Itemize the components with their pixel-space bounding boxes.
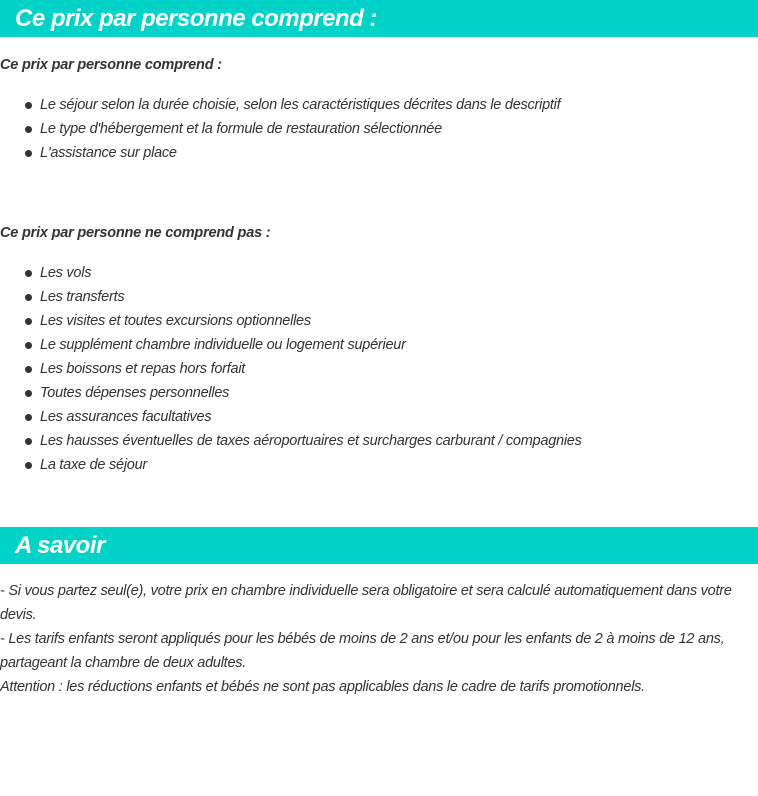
excluded-subtitle: Ce prix par personne ne comprend pas : <box>0 225 271 241</box>
bullet-dot-icon <box>25 342 32 349</box>
excluded-list <box>0 261 582 477</box>
excluded-item-text: Le supplément chambre individuelle ou logement supérieur <box>40 337 406 353</box>
bullet-dot-icon <box>25 318 32 325</box>
excluded-list-item <box>0 309 582 333</box>
excluded-item-text: Les assurances facultatives <box>40 409 212 425</box>
included-item-text: Le type d'hébergement et la formule de restauration sélectionnée <box>40 121 442 137</box>
excluded-list-item <box>0 357 582 381</box>
bullet-dot-icon <box>25 366 32 373</box>
info-paragraph: Attention : les réductions enfants et bébés ne sont pas applicables dans le cadre de tarifs promotionnels. <box>0 679 645 695</box>
excluded-item-text: Les vols <box>40 265 92 281</box>
excluded-item-text: Les visites et toutes excursions optionnelles <box>40 313 311 329</box>
bullet-dot-icon <box>25 150 32 157</box>
info-section-title: A savoir <box>15 532 105 559</box>
bullet-dot-icon <box>25 438 32 445</box>
info-notes <box>0 579 758 699</box>
bullet-dot-icon <box>25 102 32 109</box>
excluded-item-text: Les transferts <box>40 289 125 305</box>
excluded-item-text: Les hausses éventuelles de taxes aéroportuaires et surcharges carburant / compagnies <box>40 433 582 449</box>
included-item-text: L'assistance sur place <box>40 145 177 161</box>
excluded-item-text: La taxe de séjour <box>40 457 147 473</box>
excluded-item-text: Toutes dépenses personnelles <box>40 385 230 401</box>
excluded-list-item <box>0 381 582 405</box>
included-list-item <box>0 93 560 117</box>
included-list-item <box>0 141 560 165</box>
included-list-item <box>0 117 560 141</box>
bullet-dot-icon <box>25 390 32 397</box>
bullet-dot-icon <box>25 462 32 469</box>
info-paragraph: - Si vous partez seul(e), votre prix en chambre individuelle sera obligatoire et sera calculé automatiquement dans votre devis. <box>0 583 732 623</box>
included-item-text: Le séjour selon la durée choisie, selon les caractéristiques décrites dans le descriptif <box>40 97 561 113</box>
excluded-list-item <box>0 405 582 429</box>
bullet-dot-icon <box>25 126 32 133</box>
excluded-list-item <box>0 261 582 285</box>
bullet-dot-icon <box>25 414 32 421</box>
included-list <box>0 93 560 165</box>
bullet-dot-icon <box>25 294 32 301</box>
excluded-item-text: Les boissons et repas hors forfait <box>40 361 246 377</box>
info-paragraph: - Les tarifs enfants seront appliqués pour les bébés de moins de 2 ans et/ou pour les enfants de 2 à moins de 12 ans, partageant la chambre de deux adultes. <box>0 631 725 671</box>
excluded-list-item <box>0 453 582 477</box>
included-section-banner <box>0 0 758 37</box>
bullet-dot-icon <box>25 270 32 277</box>
excluded-list-item <box>0 285 582 309</box>
info-section-banner <box>0 527 758 564</box>
included-section-title: Ce prix par personne comprend : <box>15 5 377 32</box>
included-subtitle: Ce prix par personne comprend : <box>0 57 222 73</box>
excluded-list-item <box>0 333 582 357</box>
excluded-list-item <box>0 429 582 453</box>
